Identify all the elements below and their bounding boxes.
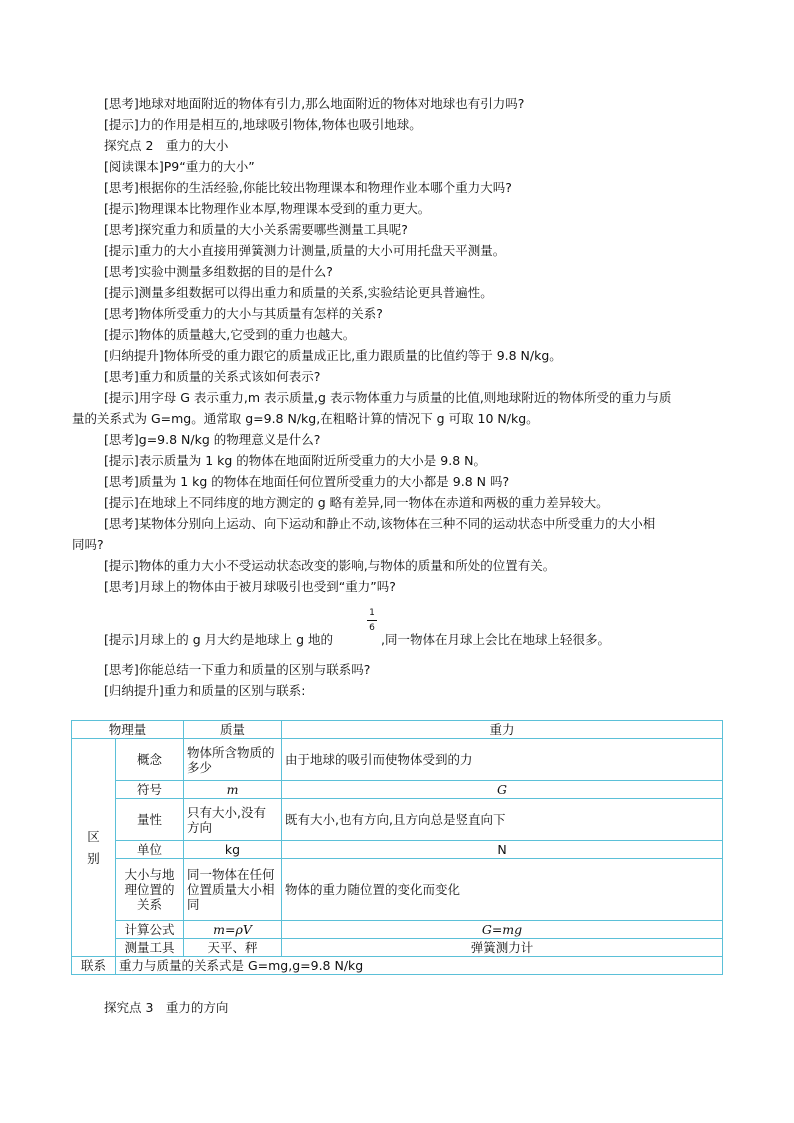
row-label-cell: 符号 [116, 781, 184, 799]
mass-cell: m [184, 781, 282, 799]
row-label-cell: 单位 [116, 841, 184, 859]
text-line: [阅读课本]P9“重力的大小” [104, 159, 255, 174]
row-label-cell: 量性 [116, 799, 184, 841]
text-line: [归纳提升]重力和质量的区别与联系: [104, 683, 306, 698]
text-line: [思考]月球上的物体由于被月球吸引也受到“重力”吗? [104, 579, 396, 594]
table-header-cell: 物理量 [72, 721, 184, 739]
fraction [367, 608, 377, 633]
gravity-cell: 物体的重力随位置的变化而变化 [282, 859, 723, 921]
table-row [72, 939, 723, 957]
text-line: [提示]测量多组数据可以得出重力和质量的关系,实验结论更具普遍性。 [104, 285, 493, 300]
text-line: [思考]物体所受重力的大小与其质量有怎样的关系? [104, 306, 383, 321]
text-line: [思考]你能总结一下重力和质量的区别与联系吗? [104, 662, 371, 677]
fraction-denominator: 6 [369, 623, 375, 633]
table-header-row [72, 721, 723, 739]
text-line: [提示]月球上的 g 月大约是地球上 g 地的 [104, 632, 334, 647]
text-line: [提示]重力的大小直接用弹簧测力计测量,质量的大小可用托盘天平测量。 [104, 243, 506, 258]
mass-cell: 同一物体在任何位置质量大小相同 [184, 859, 282, 921]
text-line: [提示]用字母 G 表示重力,m 表示质量,g 表示物体重力与质量的比值,则地球附近的物体所受的重力与质 [104, 390, 672, 405]
gravity-cell: 弹簧测力计 [282, 939, 723, 957]
text-line: [思考]探究重力和质量的大小关系需要哪些测量工具呢? [104, 222, 408, 237]
group-label-cell [72, 739, 116, 957]
mass-cell: kg [184, 841, 282, 859]
text-line: [提示]表示质量为 1 kg 的物体在地面附近所受重力的大小是 9.8 N。 [104, 453, 486, 468]
mass-cell: 天平、秤 [184, 939, 282, 957]
section-heading: 探究点 3 重力的方向 [104, 1000, 229, 1015]
gravity-cell: G [282, 781, 723, 799]
text-line: [思考]重力和质量的关系式该如何表示? [104, 369, 321, 384]
text-line: [提示]在地球上不同纬度的地方测定的 g 略有差异,同一物体在赤道和两极的重力差异较大。 [104, 495, 609, 510]
mass-cell: 物体所含物质的多少 [184, 739, 282, 781]
gravity-cell: 既有大小,也有方向,且方向总是竖直向下 [282, 799, 723, 841]
link-label-cell: 联系 [72, 957, 116, 975]
section-heading: 探究点 2 重力的大小 [104, 138, 229, 153]
gravity-cell: 由于地球的吸引而使物体受到的力 [282, 739, 723, 781]
text-line: [提示]物理课本比物理作业本厚,物理课本受到的重力更大。 [104, 201, 431, 216]
table-row [72, 739, 723, 781]
mass-cell: m=ρV [184, 921, 282, 939]
text-line: 量的关系式为 G=mg。通常取 g=9.8 N/kg,在粗略计算的情况下 g 可取 10 N/kg。 [72, 411, 539, 426]
text-line: [思考]某物体分别向上运动、向下运动和静止不动,该物体在三种不同的运动状态中所受重力的大小相 [104, 516, 656, 531]
fraction-bar [367, 620, 377, 621]
text-line: [思考]质量为 1 kg 的物体在地面任何位置所受重力的大小都是 9.8 N 吗? [104, 474, 510, 489]
table-row [72, 957, 723, 975]
table-row [72, 841, 723, 859]
text-line: [提示]物体的质量越大,它受到的重力也越大。 [104, 327, 356, 342]
table-header-cell: 重力 [282, 721, 723, 739]
text-line: [提示]力的作用是相互的,地球吸引物体,物体也吸引地球。 [104, 117, 422, 132]
text-line: [思考]g=9.8 N/kg 的物理意义是什么? [104, 432, 321, 447]
fraction-numerator: 1 [369, 608, 375, 618]
text-line: [思考]根据你的生活经验,你能比较出物理课本和物理作业本哪个重力大吗? [104, 180, 512, 195]
table-header-cell: 质量 [184, 721, 282, 739]
table-row [72, 859, 723, 921]
comparison-table [71, 720, 723, 975]
text-line: [提示]物体的重力大小不受运动状态改变的影响,与物体的质量和所处的位置有关。 [104, 558, 556, 573]
mass-cell: 只有大小,没有方向 [184, 799, 282, 841]
text-line: [归纳提升]物体所受的重力跟它的质量成正比,重力跟质量的比值约等于 9.8 N/kg。 [104, 348, 562, 363]
gravity-cell: N [282, 841, 723, 859]
gravity-cell: G=mg [282, 921, 723, 939]
row-label-cell: 计算公式 [116, 921, 184, 939]
table-row [72, 799, 723, 841]
table-row [72, 921, 723, 939]
row-label-cell: 概念 [116, 739, 184, 781]
group-label: 区别 [87, 828, 100, 866]
text-line: [思考]实验中测量多组数据的目的是什么? [104, 264, 333, 279]
row-label-cell: 大小与地理位置的关系 [116, 859, 184, 921]
row-label-cell: 测量工具 [116, 939, 184, 957]
text-line: 同吗? [72, 537, 104, 552]
table-row [72, 781, 723, 799]
link-text-cell: 重力与质量的关系式是 G=mg,g=9.8 N/kg [116, 957, 723, 975]
text-line: ,同一物体在月球上会比在地球上轻很多。 [381, 632, 610, 647]
text-line: [思考]地球对地面附近的物体有引力,那么地面附近的物体对地球也有引力吗? [104, 96, 525, 111]
